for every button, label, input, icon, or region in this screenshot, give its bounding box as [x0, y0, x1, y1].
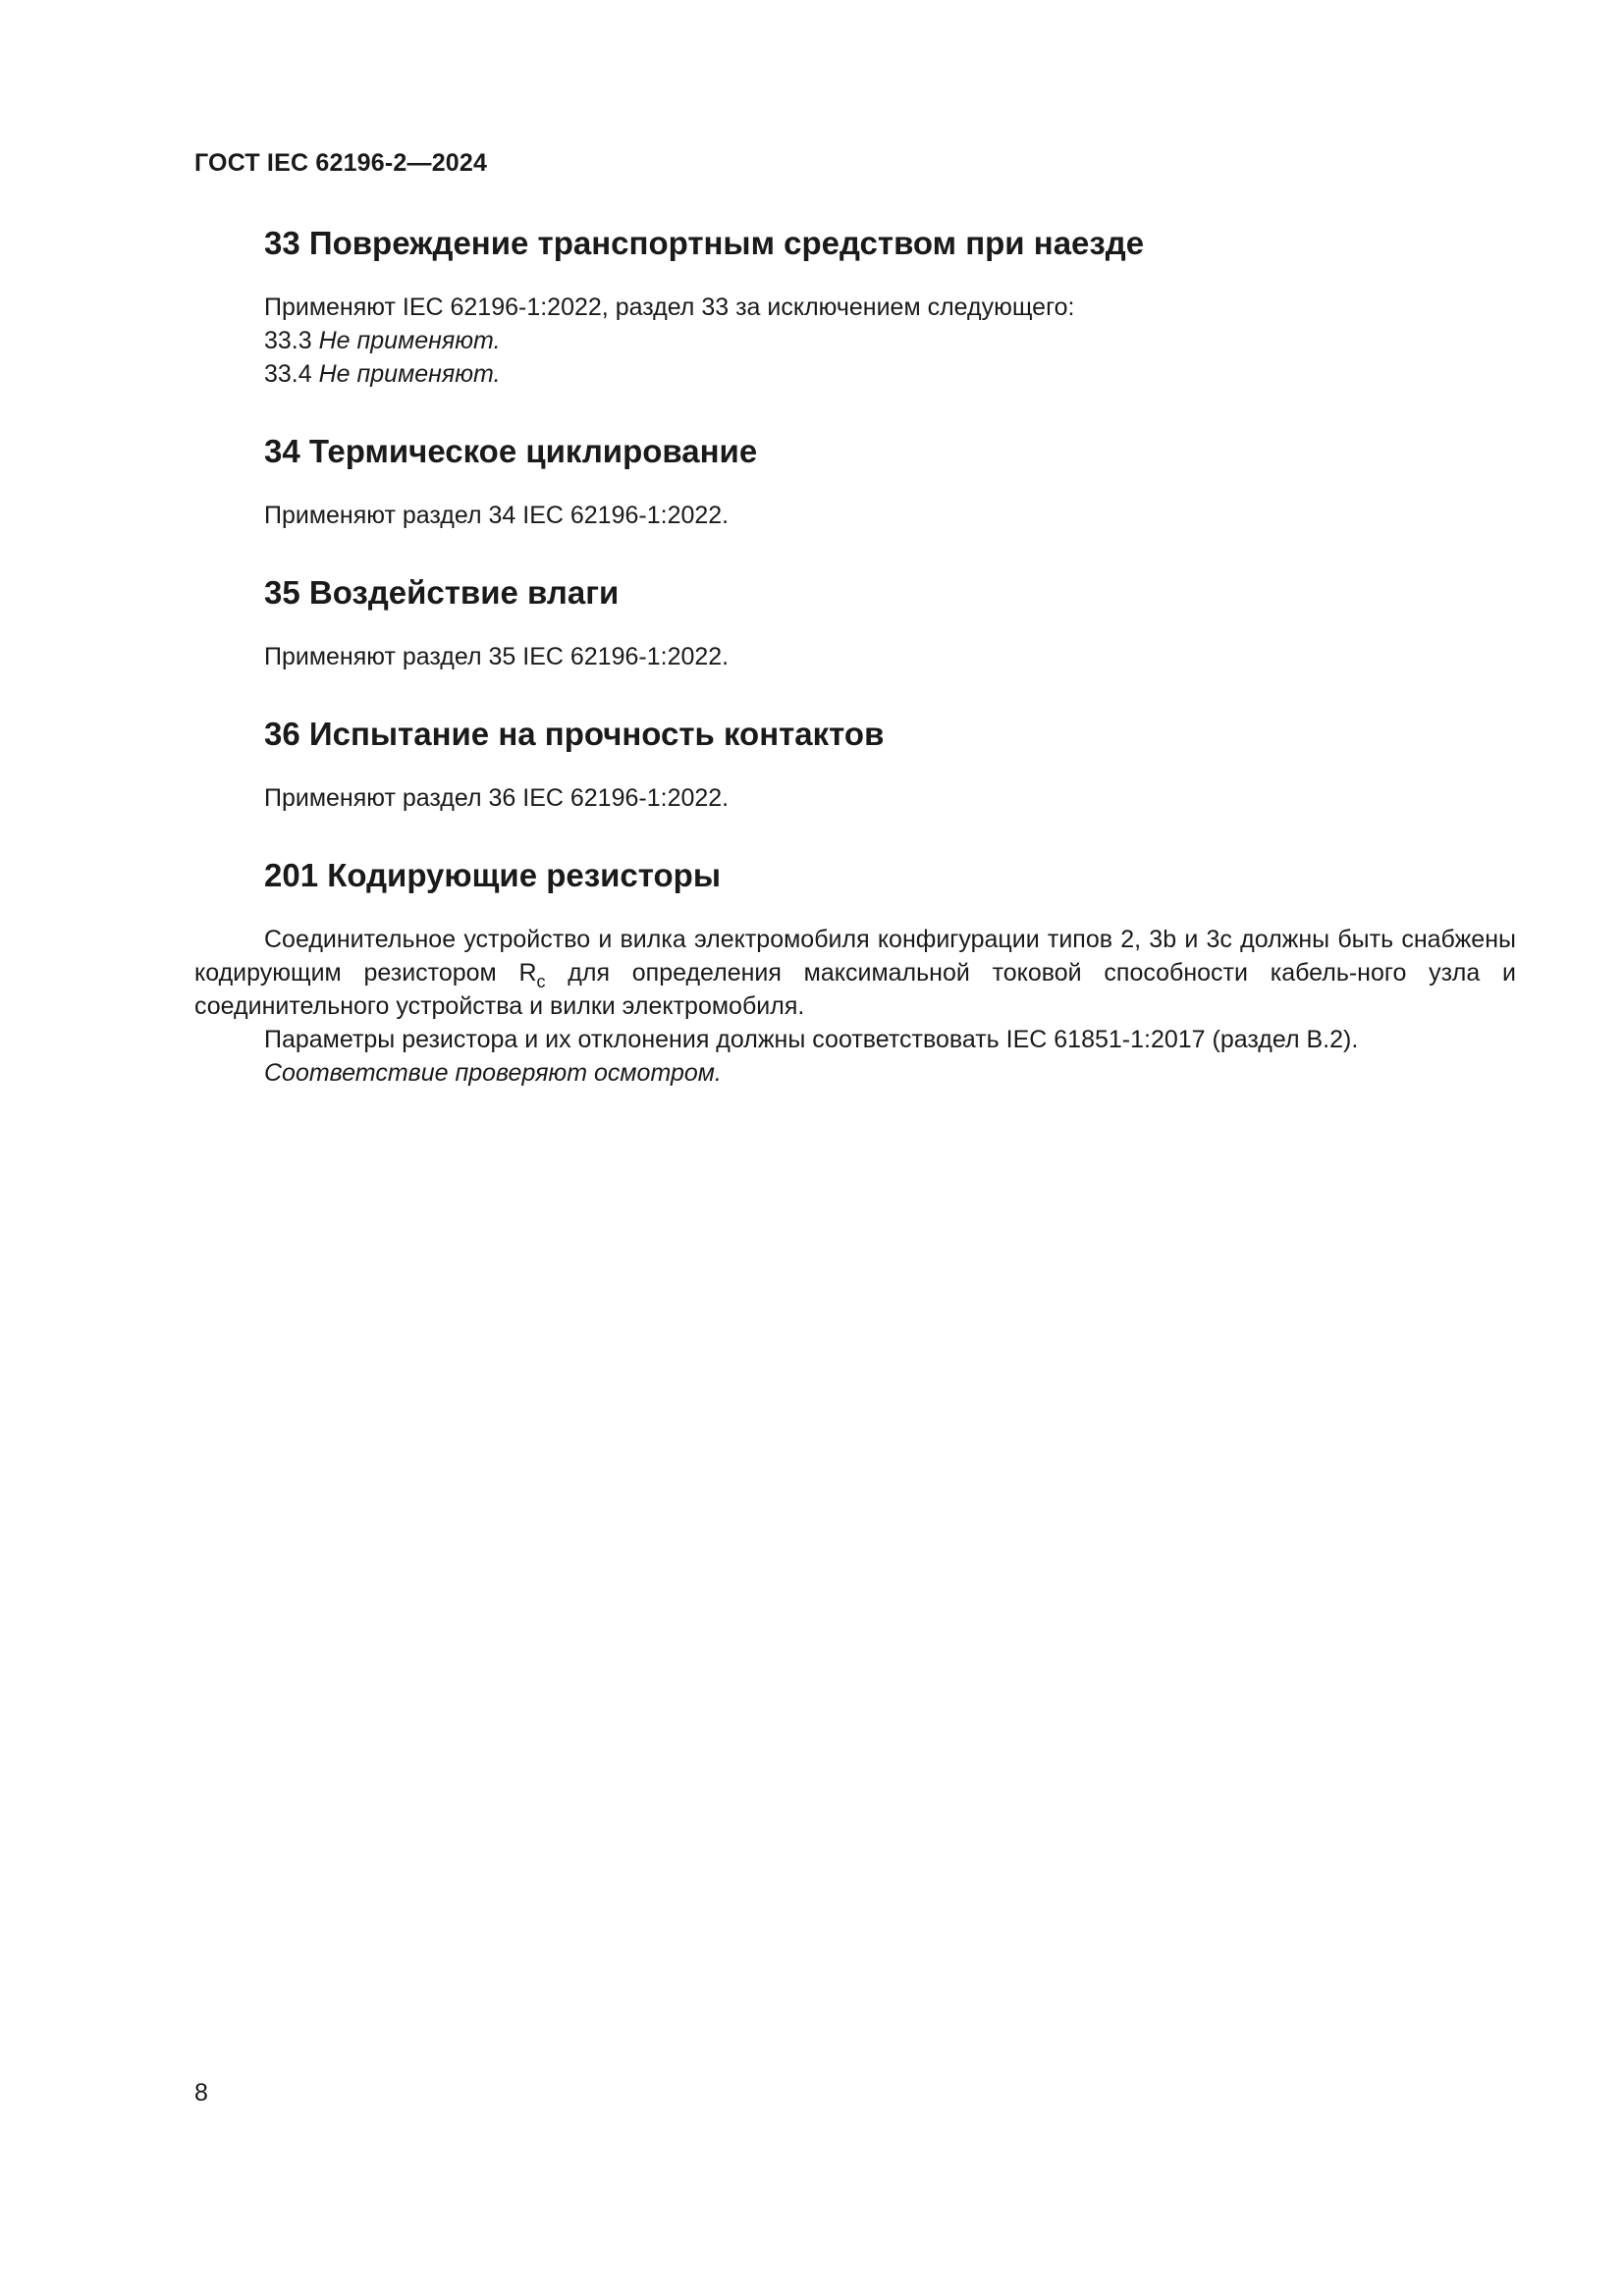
section-33	[264, 222, 1516, 391]
clause-33-3-number: 33.3	[264, 327, 319, 354]
clause-33-3-text: Не применяют.	[318, 327, 501, 354]
section-title-36: 36 Испытание на прочность контактов	[264, 716, 885, 752]
section-33-intro-text: Применяют IEC 62196-1:2022, раздел 33 за исключением следующего:	[264, 294, 1075, 321]
section-title-34: 34 Термическое циклирование	[264, 433, 758, 469]
clause-33-4-text: Не применяют.	[318, 360, 501, 388]
section-34	[264, 430, 1516, 532]
section-201-paragraph-1	[194, 923, 1516, 1023]
spacer	[194, 391, 1516, 430]
section-34-text: Применяют раздел 34 IEC 62196-1:2022.	[264, 502, 730, 529]
document-content	[194, 222, 1516, 1090]
section-title-33: 33 Повреждение транспортным средством при наезде	[264, 225, 1145, 261]
section-201-conformity-note: Соответствие проверяют осмотром.	[264, 1059, 722, 1087]
section-201-paragraph-1-end: для определения максимальной токовой способности кабель-ного узла и соединительного устройства и вилки электромобиля.	[194, 959, 1516, 1020]
spacer	[194, 532, 1516, 571]
clause-33-3	[264, 324, 1516, 357]
section-33-intro	[264, 291, 1516, 324]
section-201-paragraph-1-start: Соединительное устройство и вилка электромобиля конфигурации типов 2, 3b и 3c должны быть снабжены кодирующим резистором R	[194, 926, 1516, 987]
section-36-text: Применяют раздел 36 IEC 62196-1:2022.	[264, 784, 730, 812]
resistor-subscript: c	[536, 972, 546, 991]
section-35-text: Применяют раздел 35 IEC 62196-1:2022.	[264, 643, 730, 670]
spacer	[194, 673, 1516, 713]
section-201	[194, 854, 1516, 1090]
section-36	[264, 713, 1516, 815]
clause-33-4	[264, 357, 1516, 391]
section-201-paragraph-2: Параметры резистора и их отклонения должны соответствовать IEC 61851-1:2017 (раздел B.2).	[264, 1026, 1359, 1053]
clause-33-4-number: 33.4	[264, 360, 319, 388]
section-title-201: 201 Кодирующие резисторы	[264, 857, 722, 893]
document-code-header: ГОСТ IEC 62196-2—2024	[194, 149, 488, 177]
page-number: 8	[194, 2079, 208, 2107]
spacer	[194, 815, 1516, 854]
section-35	[264, 571, 1516, 673]
section-title-35: 35 Воздействие влаги	[264, 574, 620, 611]
